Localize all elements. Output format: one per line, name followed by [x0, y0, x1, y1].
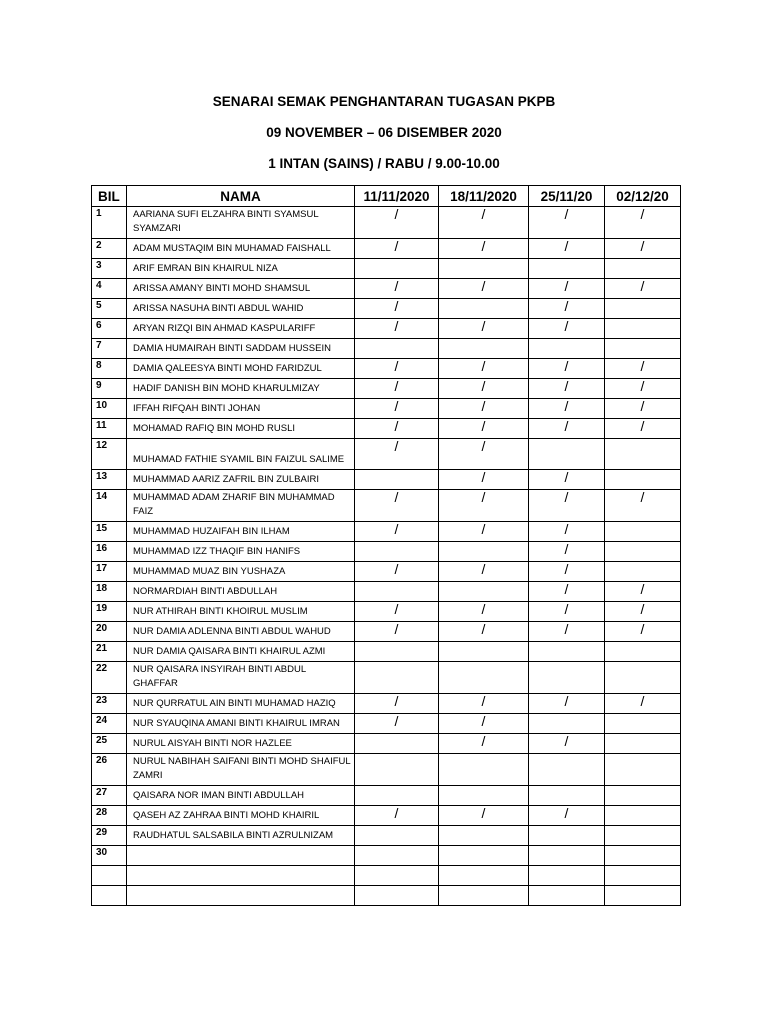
submission-mark: / [355, 602, 439, 622]
table-row [92, 239, 681, 259]
row-number [92, 866, 127, 886]
submission-mark: / [355, 694, 439, 714]
submission-mark [439, 642, 529, 662]
student-name: MUHAMMAD AARIZ ZAFRIL BIN ZULBAIRI [127, 470, 355, 490]
row-number: 17 [92, 562, 127, 582]
column-header-date-4: 02/12/20 [605, 186, 681, 207]
submission-mark: / [605, 279, 681, 299]
submission-mark: / [529, 207, 605, 239]
student-name: RAUDHATUL SALSABILA BINTI AZRULNIZAM [127, 826, 355, 846]
student-name: MUHAMMAD HUZAIFAH BIN ILHAM [127, 522, 355, 542]
submission-mark: / [439, 379, 529, 399]
submission-mark: / [355, 299, 439, 319]
submission-mark [355, 339, 439, 359]
submission-mark: / [355, 239, 439, 259]
submission-mark [605, 562, 681, 582]
submission-mark: / [439, 734, 529, 754]
submission-mark [605, 299, 681, 319]
student-name: NURUL NABIHAH SAIFANI BINTI MOHD SHAIFUL ZAMRI [127, 754, 355, 786]
student-name: MUHAMMAD IZZ THAQIF BIN HANIFS [127, 542, 355, 562]
table-row [92, 490, 681, 522]
submission-mark: / [439, 239, 529, 259]
submission-mark [355, 866, 439, 886]
submission-mark: / [605, 239, 681, 259]
student-name: DAMIA QALEESYA BINTI MOHD FARIDZUL [127, 359, 355, 379]
table-row [92, 399, 681, 419]
row-number: 16 [92, 542, 127, 562]
submission-mark: / [529, 522, 605, 542]
document-title: SENARAI SEMAK PENGHANTARAN TUGASAN PKPB [212, 94, 556, 109]
student-name: MUHAMAD FATHIE SYAMIL BIN FAIZUL SALIME [127, 439, 355, 470]
table-row [92, 359, 681, 379]
row-number: 24 [92, 714, 127, 734]
student-name [127, 866, 355, 886]
submission-mark: / [439, 490, 529, 522]
submission-mark: / [529, 542, 605, 562]
student-name: ARIF EMRAN BIN KHAIRUL NIZA [127, 259, 355, 279]
submission-mark [605, 826, 681, 846]
table-row [92, 662, 681, 694]
submission-mark: / [529, 582, 605, 602]
submission-mark: / [529, 602, 605, 622]
row-number: 20 [92, 622, 127, 642]
submission-mark: / [439, 319, 529, 339]
submission-mark [439, 582, 529, 602]
table-row [92, 602, 681, 622]
submission-mark: / [529, 806, 605, 826]
student-name: HADIF DANISH BIN MOHD KHARULMIZAY [127, 379, 355, 399]
submission-mark: / [355, 279, 439, 299]
submission-mark [439, 662, 529, 694]
submission-mark [605, 886, 681, 906]
student-name: MOHAMAD RAFIQ BIN MOHD RUSLI [127, 419, 355, 439]
submission-mark: / [439, 207, 529, 239]
submission-mark: / [355, 207, 439, 239]
row-number: 8 [92, 359, 127, 379]
row-number: 21 [92, 642, 127, 662]
submission-mark [529, 866, 605, 886]
student-name: ARISSA NASUHA BINTI ABDUL WAHID [127, 299, 355, 319]
submission-mark [439, 299, 529, 319]
table-row [92, 279, 681, 299]
column-header-date-1: 11/11/2020 [355, 186, 439, 207]
table-row [92, 299, 681, 319]
submission-mark [605, 786, 681, 806]
row-number: 28 [92, 806, 127, 826]
column-header-date-2: 18/11/2020 [439, 186, 529, 207]
date-range: 09 NOVEMBER – 06 DISEMBER 2020 [266, 125, 502, 140]
submission-mark: / [529, 622, 605, 642]
table-row [92, 339, 681, 359]
submission-mark [605, 542, 681, 562]
submission-mark: / [355, 399, 439, 419]
submission-mark [355, 582, 439, 602]
row-number: 10 [92, 399, 127, 419]
table-row [92, 846, 681, 866]
row-number: 5 [92, 299, 127, 319]
submission-mark: / [355, 359, 439, 379]
submission-mark: / [355, 419, 439, 439]
table-row [92, 542, 681, 562]
submission-mark [439, 826, 529, 846]
submission-mark: / [439, 439, 529, 470]
submission-mark: / [355, 319, 439, 339]
table-row [92, 439, 681, 470]
table-row [92, 642, 681, 662]
submission-mark [605, 754, 681, 786]
table-header-row [92, 186, 681, 207]
submission-mark: / [529, 694, 605, 714]
submission-mark: / [439, 279, 529, 299]
row-number: 30 [92, 846, 127, 866]
submission-mark [605, 339, 681, 359]
submission-mark [605, 734, 681, 754]
row-number: 11 [92, 419, 127, 439]
student-name: QAISARA NOR IMAN BINTI ABDULLAH [127, 786, 355, 806]
submission-mark: / [439, 359, 529, 379]
submission-mark: / [529, 734, 605, 754]
submission-mark: / [605, 379, 681, 399]
table-row [92, 470, 681, 490]
submission-mark: / [529, 319, 605, 339]
student-name: NUR QURRATUL AIN BINTI MUHAMAD HAZIQ [127, 694, 355, 714]
submission-mark [529, 846, 605, 866]
class-info: 1 INTAN (SAINS) / RABU / 9.00-10.00 [268, 156, 500, 171]
submission-mark: / [529, 490, 605, 522]
submission-mark: / [529, 562, 605, 582]
row-number: 9 [92, 379, 127, 399]
submission-mark: / [605, 399, 681, 419]
submission-mark: / [439, 470, 529, 490]
submission-mark [605, 259, 681, 279]
submission-mark [355, 754, 439, 786]
submission-mark: / [439, 522, 529, 542]
table-row [92, 562, 681, 582]
submission-mark [439, 846, 529, 866]
row-number: 4 [92, 279, 127, 299]
submission-mark: / [355, 806, 439, 826]
submission-mark: / [439, 806, 529, 826]
student-name: IFFAH RIFQAH BINTI JOHAN [127, 399, 355, 419]
submission-mark: / [439, 419, 529, 439]
submission-mark: / [605, 359, 681, 379]
submission-mark: / [355, 622, 439, 642]
submission-mark [439, 786, 529, 806]
table-row [92, 866, 681, 886]
submission-mark: / [439, 602, 529, 622]
row-number: 2 [92, 239, 127, 259]
student-name: NUR DAMIA QAISARA BINTI KHAIRUL AZMI [127, 642, 355, 662]
row-number: 12 [92, 439, 127, 470]
table-row [92, 582, 681, 602]
submission-mark [439, 259, 529, 279]
submission-mark: / [529, 399, 605, 419]
student-name: NURUL AISYAH BINTI NOR HAZLEE [127, 734, 355, 754]
submission-mark [439, 754, 529, 786]
submission-mark: / [529, 279, 605, 299]
column-header-date-3: 25/11/20 [529, 186, 605, 207]
student-name: NORMARDIAH BINTI ABDULLAH [127, 582, 355, 602]
submission-mark: / [355, 439, 439, 470]
row-number: 22 [92, 662, 127, 694]
student-name: DAMIA HUMAIRAH BINTI SADDAM HUSSEIN [127, 339, 355, 359]
submission-mark [439, 886, 529, 906]
row-number: 3 [92, 259, 127, 279]
submission-mark [439, 866, 529, 886]
submission-mark [529, 886, 605, 906]
table-row [92, 207, 681, 239]
student-name: NUR QAISARA INSYIRAH BINTI ABDUL GHAFFAR [127, 662, 355, 694]
table-row [92, 714, 681, 734]
submission-mark [355, 259, 439, 279]
table-row [92, 319, 681, 339]
row-number: 29 [92, 826, 127, 846]
row-number: 18 [92, 582, 127, 602]
submission-mark [605, 319, 681, 339]
student-name: ADAM MUSTAQIM BIN MUHAMAD FAISHALL [127, 239, 355, 259]
submission-mark [529, 754, 605, 786]
table-row [92, 806, 681, 826]
submission-mark [355, 826, 439, 846]
student-name: NUR DAMIA ADLENNA BINTI ABDUL WAHUD [127, 622, 355, 642]
table-row [92, 786, 681, 806]
submission-mark [529, 642, 605, 662]
submission-mark [355, 846, 439, 866]
submission-mark: / [605, 602, 681, 622]
table-row [92, 622, 681, 642]
submission-mark [355, 786, 439, 806]
student-name: ARISSA AMANY BINTI MOHD SHAMSUL [127, 279, 355, 299]
submission-mark [605, 662, 681, 694]
submission-mark [355, 642, 439, 662]
column-header-bil: BIL [92, 186, 127, 207]
submission-mark [529, 439, 605, 470]
submission-mark: / [355, 490, 439, 522]
submission-mark: / [355, 379, 439, 399]
submission-mark [355, 662, 439, 694]
submission-mark [529, 339, 605, 359]
submission-mark [529, 714, 605, 734]
table-row [92, 826, 681, 846]
submission-mark [439, 542, 529, 562]
checklist-table [91, 185, 681, 906]
submission-mark [605, 470, 681, 490]
submission-mark: / [439, 399, 529, 419]
column-header-nama: NAMA [127, 186, 355, 207]
submission-mark [605, 806, 681, 826]
submission-mark: / [605, 419, 681, 439]
row-number: 26 [92, 754, 127, 786]
row-number: 23 [92, 694, 127, 714]
table-row [92, 419, 681, 439]
submission-mark [355, 734, 439, 754]
submission-mark [605, 714, 681, 734]
submission-mark [605, 846, 681, 866]
student-name: NUR SYAUQINA AMANI BINTI KHAIRUL IMRAN [127, 714, 355, 734]
submission-mark [605, 866, 681, 886]
table-row [92, 754, 681, 786]
submission-mark [355, 542, 439, 562]
submission-mark: / [529, 299, 605, 319]
submission-mark: / [529, 379, 605, 399]
submission-mark: / [529, 359, 605, 379]
row-number: 13 [92, 470, 127, 490]
submission-mark: / [605, 622, 681, 642]
submission-mark [529, 826, 605, 846]
student-name [127, 886, 355, 906]
submission-mark: / [529, 470, 605, 490]
row-number: 27 [92, 786, 127, 806]
submission-mark [529, 662, 605, 694]
row-number: 14 [92, 490, 127, 522]
table-row [92, 886, 681, 906]
student-name: MUHAMMAD MUAZ BIN YUSHAZA [127, 562, 355, 582]
submission-mark: / [439, 622, 529, 642]
submission-mark: / [355, 562, 439, 582]
student-name: AARIANA SUFI ELZAHRA BINTI SYAMSUL SYAMZARI [127, 207, 355, 239]
row-number: 6 [92, 319, 127, 339]
submission-mark [605, 439, 681, 470]
submission-mark: / [439, 714, 529, 734]
submission-mark [529, 259, 605, 279]
submission-mark [439, 339, 529, 359]
row-number: 15 [92, 522, 127, 542]
student-name: QASEH AZ ZAHRAA BINTI MOHD KHAIRIL [127, 806, 355, 826]
row-number: 19 [92, 602, 127, 622]
submission-mark: / [439, 694, 529, 714]
table-row [92, 694, 681, 714]
row-number: 7 [92, 339, 127, 359]
table-row [92, 734, 681, 754]
table-row [92, 379, 681, 399]
table-row [92, 522, 681, 542]
submission-mark [529, 786, 605, 806]
submission-mark [605, 522, 681, 542]
submission-mark [605, 642, 681, 662]
submission-mark: / [605, 490, 681, 522]
submission-mark: / [605, 582, 681, 602]
student-name: MUHAMMAD ADAM ZHARIF BIN MUHAMMAD FAIZ [127, 490, 355, 522]
student-name: ARYAN RIZQI BIN AHMAD KASPULARIFF [127, 319, 355, 339]
student-name [127, 846, 355, 866]
row-number: 25 [92, 734, 127, 754]
row-number: 1 [92, 207, 127, 239]
submission-mark: / [605, 694, 681, 714]
student-name: NUR ATHIRAH BINTI KHOIRUL MUSLIM [127, 602, 355, 622]
submission-mark: / [439, 562, 529, 582]
submission-mark: / [529, 419, 605, 439]
row-number [92, 886, 127, 906]
table-row [92, 259, 681, 279]
submission-mark: / [355, 714, 439, 734]
submission-mark: / [605, 207, 681, 239]
submission-mark: / [529, 239, 605, 259]
submission-mark: / [355, 522, 439, 542]
submission-mark [355, 886, 439, 906]
submission-mark [355, 470, 439, 490]
